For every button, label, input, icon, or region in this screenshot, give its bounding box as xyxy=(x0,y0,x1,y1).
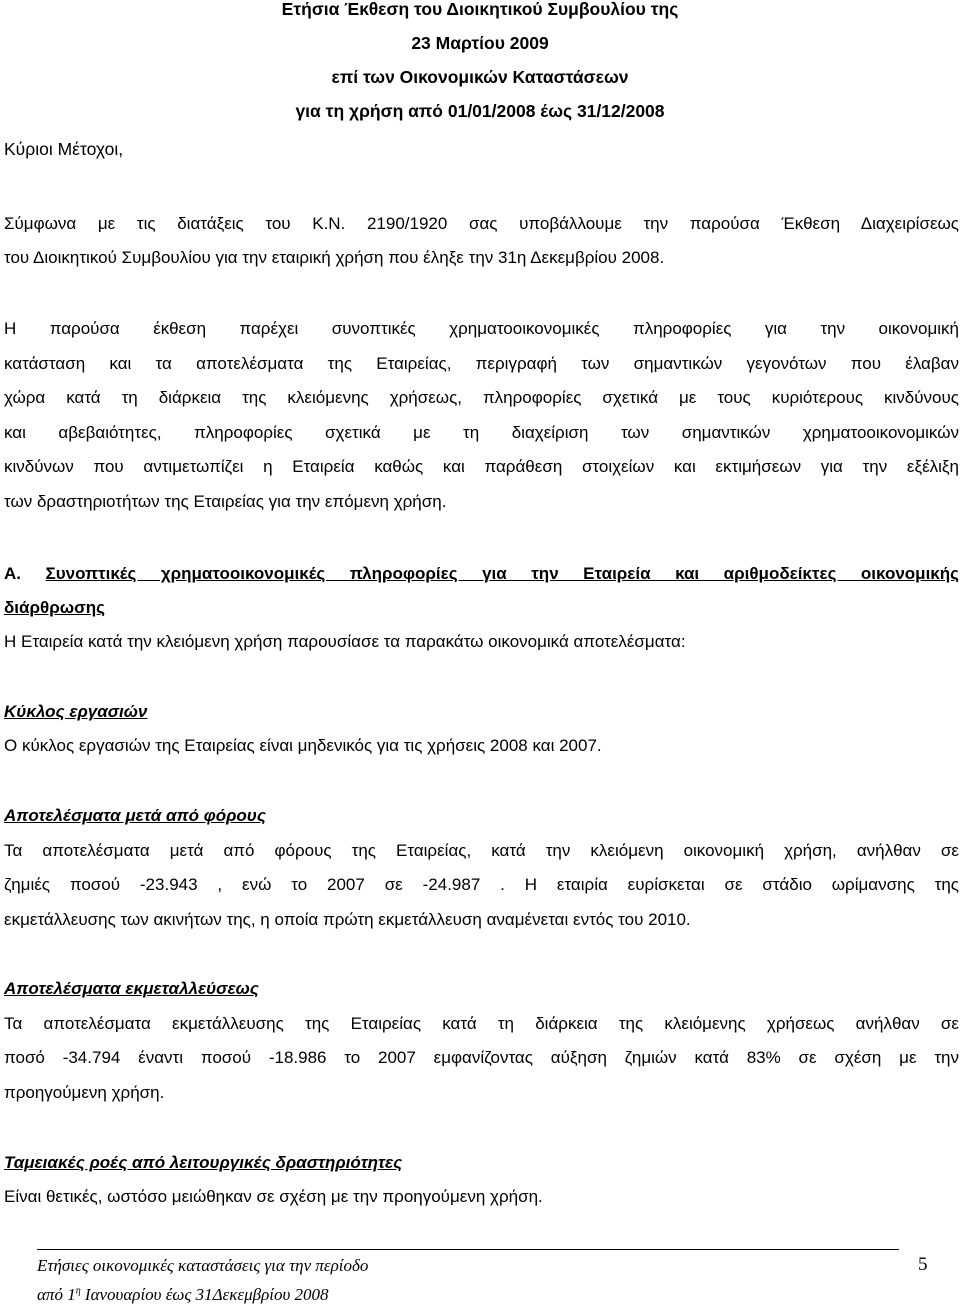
report-period: για τη χρήση από 01/01/2008 έως 31/12/2008 xyxy=(295,101,665,121)
overview-paragraph xyxy=(4,312,959,520)
intro-line: Σύμφωνα με τις διατάξεις του Κ.Ν. 2190/1920 σας υποβάλλουμε την παρούσα Έκθεση Διαχειρίσεως xyxy=(4,214,959,233)
cashflow-heading: Ταμειακές ροές από λειτουργικές δραστηριότητες xyxy=(4,1153,403,1172)
after-tax-line: Τα αποτελέσματα μετά από φόρους της Εταιρείας, κατά την κλειόμενη οικονομική χρήση, ανήλθαν σε xyxy=(4,840,959,860)
report-date: 23 Μαρτίου 2009 xyxy=(411,33,549,53)
operating-line: προηγούμενη χρήση. xyxy=(4,1082,165,1102)
intro-line: του Διοικητικού Συμβουλίου για την εταιρική χρήση που έληξε την 31η Δεκεμβρίου 2008. xyxy=(4,248,665,267)
section-a-heading-line xyxy=(4,557,959,591)
after-tax-section xyxy=(4,799,959,937)
report-subject: επί των Οικονομικών Καταστάσεων xyxy=(331,67,629,87)
page-number: 5 xyxy=(918,1254,928,1275)
operating-heading: Αποτελέσματα εκμεταλλεύσεως xyxy=(4,979,259,998)
after-tax-line: ζημιές ποσού -23.943 , ενώ το 2007 σε -24.987 . Η εταιρία ευρίσκεται σε στάδιο ωρίμανσης της xyxy=(4,875,959,894)
intro-paragraph xyxy=(4,207,959,275)
turnover-text: Ο κύκλος εργασιών της Εταιρείας είναι μηδενικός για τις χρήσεις 2008 και 2007. xyxy=(4,736,602,755)
section-a xyxy=(4,557,959,659)
cashflow-text: Είναι θετικές, ωστόσο μειώθηκαν σε σχέση με την προηγούμενη χρήση. xyxy=(4,1187,543,1206)
after-tax-heading: Αποτελέσματα μετά από φόρους xyxy=(4,806,266,825)
section-a-intro: Η Εταιρεία κατά την κλειόμενη χρήση παρουσίασε τα παρακάτω οικονομικά αποτελέσματα: xyxy=(4,632,686,651)
after-tax-line: εκμετάλλευσης των ακινήτων της, η οποία πρώτη εκμετάλλευση αναμένεται εντός του 2010. xyxy=(4,909,691,929)
greeting: Κύριοι Μέτοχοι, xyxy=(4,139,124,159)
footer-line-2-start: από 1 xyxy=(37,1285,76,1304)
overview-line: κατάσταση και τα αποτελέσματα της Εταιρείας, περιγραφή των σημαντικών γεγονότων που έλαβαν xyxy=(4,353,959,373)
section-a-title-continued: διάρθρωσης xyxy=(4,598,105,617)
overview-line: και αβεβαιότητες, πληροφορίες σχετικά με τη διαχείριση των σημαντικών χρηματοοικονομικών xyxy=(4,422,959,442)
report-title: Ετήσια Έκθεση του Διοικητικού Συμβουλίου της xyxy=(281,0,679,19)
footer-line-2-end: Ιανουαρίου έως 31Δεκεμβρίου 2008 xyxy=(80,1285,329,1304)
overview-line: χώρα κατά τη διάρκεια της κλειόμενης χρήσεως, πληροφορίες σχετικά με τους κυριότερους κινδύνους xyxy=(4,388,959,408)
operating-line: ποσό -34.794 έναντι ποσού -18.986 το 2007 εμφανίζοντας αύξηση ζημιών κατά 83% σε σχέση με την xyxy=(4,1048,959,1067)
footer-superscript: η xyxy=(75,1285,81,1297)
operating-section xyxy=(4,972,959,1110)
overview-line: κινδύνων που αντιμετωπίζει η Εταιρεία καθώς και παράθεση στοιχείων και εκτιμήσεων για την εξέλιξη xyxy=(4,457,959,477)
section-a-prefix: Α. xyxy=(4,564,21,583)
footer-line-2 xyxy=(37,1285,329,1305)
overview-line: των δραστηριοτήτων της Εταιρείας για την επόμενη χρήση. xyxy=(4,491,447,511)
operating-line: Τα αποτελέσματα εκμετάλλευσης της Εταιρείας κατά τη διάρκεια της κλειόμενης χρήσεως ανήλθαν σε xyxy=(4,1013,959,1033)
section-a-title: Συνοπτικές χρηματοοικονομικές πληροφορίες για την Εταιρεία και αριθμοδείκτες οικονομικής xyxy=(45,564,960,583)
overview-line: Η παρούσα έκθεση παρέχει συνοπτικές χρηματοοικονομικές πληροφορίες για την οικονομική xyxy=(4,319,959,338)
footer-line-1: Ετήσιες οικονομικές καταστάσεις για την περίοδο xyxy=(37,1256,369,1275)
turnover-heading: Κύκλος εργασιών xyxy=(4,702,148,721)
cashflow-section xyxy=(4,1146,959,1214)
footer-divider xyxy=(37,1249,899,1250)
turnover-section xyxy=(4,695,959,763)
